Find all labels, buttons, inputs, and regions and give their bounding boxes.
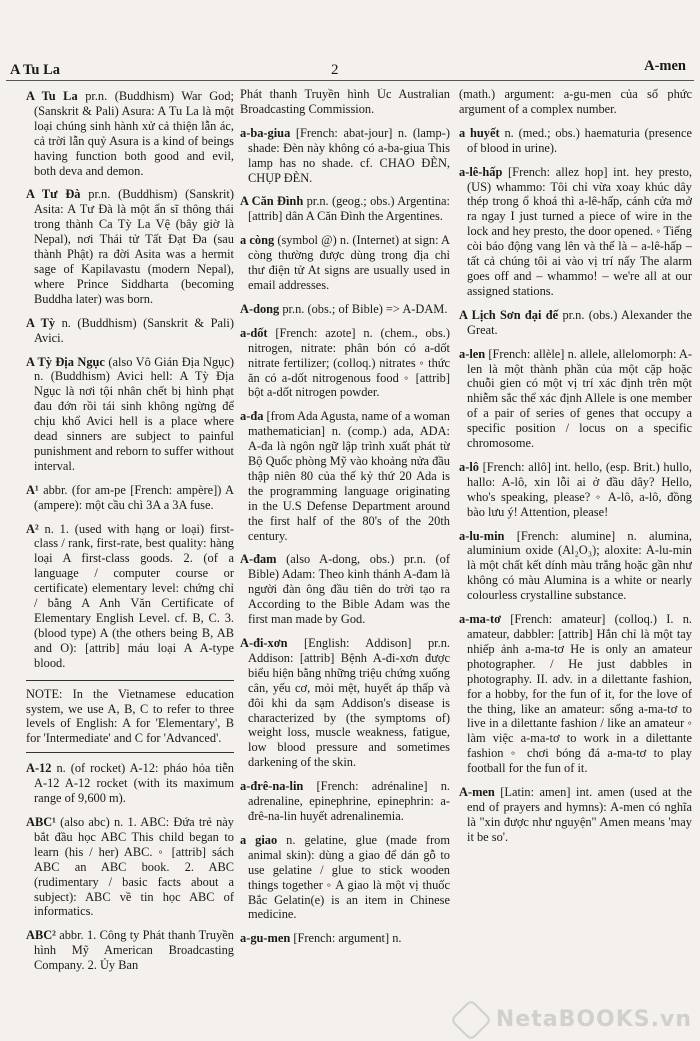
- note-rule-bottom: [26, 752, 234, 753]
- definition: (symbol @) n. (Internet) at sign: A còng thường được dùng trong địa chỉ thư điện tử At signs are usually used in email addresses.: [248, 233, 450, 292]
- headword: A¹: [26, 482, 39, 497]
- definition: [French: azote] n. (chem., obs.) nitrogen, nitrate: phân bón có a-dốt nitrate fertilizer; (colloq.) nitrates ◦ thức ăn có a-dốt nitrogenous food ◦ [attrib] bột a-dốt nitrogen powder.: [248, 325, 450, 400]
- headword: a huyết: [459, 125, 500, 140]
- column-2: [240, 88, 450, 1041]
- headword: a-dốt: [240, 325, 268, 340]
- entry-continuation: Phát thanh Truyền hình Úc Australian Broadcasting Commission.: [240, 88, 450, 116]
- headword: A Tỳ Địa Ngục: [26, 354, 105, 369]
- definition: abbr. (for am-pe [French: ampère]) A (ampere): một cầu chì 3A a 3A fuse.: [34, 482, 234, 512]
- dictionary-entry: [459, 460, 692, 520]
- headword: A-đam: [240, 552, 277, 567]
- headword: a-đa: [240, 409, 264, 424]
- definition: n. (med.; obs.) haematuria (presence of blood in urine).: [467, 125, 692, 155]
- dictionary-entry: [26, 815, 234, 919]
- headword: a giao: [240, 832, 278, 847]
- definition: [French: argument] n.: [290, 931, 402, 946]
- headword: a-ma-tơ: [459, 612, 501, 627]
- definition: (also Vô Gián Địa Ngục) n. (Buddhism) Avici hell: A Tỳ Địa Ngục là nơi tội nhân chết bị hình phạt đau đớn rồi tái sinh không ngừng để chịu khổ Avici hell is a place where dead sinners are subject to painful punishment and reborn to suffer without interval.: [34, 354, 234, 473]
- dictionary-entry: [459, 785, 692, 845]
- dictionary-entry: [459, 529, 692, 604]
- definition: [French: allèle] n. allele, allelomorph: A-len là một thành phần của một cặp hoặc chuỗi gien có một vị trí xác định trên một nhiễm sắc thể xác định Allele is one member of a pair of series of genes that occupy a specific position / locus on a specific chromosome.: [467, 346, 692, 451]
- headword: A-đi-xơn: [240, 636, 288, 650]
- dictionary-entry: [240, 779, 450, 824]
- dictionary-entry: [26, 355, 234, 474]
- definition: [French: allô] int. hello, (esp. Brit.) hullo, hallo: A-lô, xin lỗi ai ở đầu dây? Hello, who's speaking, please? ◦ A-lô, a-lô, đồng bào lưu ý! Attention, please!: [467, 459, 692, 519]
- dictionary-entry: [240, 931, 450, 946]
- dictionary-entry: [459, 347, 692, 451]
- dictionary-entry: [459, 308, 692, 338]
- definition: [French: alumine] n. alumina, aluminium oxide (Al₂O₃); aloxite: A-lu-min là một chất kết dính màu trắng hoặc gần như không có màu Alumina is a white or nearly colourless crystalline substance.: [467, 528, 692, 603]
- dictionary-entry: [240, 126, 450, 186]
- dictionary-entry: [26, 928, 234, 973]
- dictionary-entry: [240, 302, 450, 317]
- definition: n. gelatine, glue (made from animal skin): dùng a giao để dán gỗ to use gelatine / glue to stick wooden things together ◦ A giao là một vị thuốc Bắc Gelatin(e) is an item in Chinese medicine.: [248, 832, 450, 922]
- headword: a-len: [459, 346, 486, 361]
- watermark: NetaBOOKS.vn: [456, 1005, 692, 1035]
- note-rule-top: [26, 680, 234, 681]
- definition: pr.n. (obs.; of Bible) => A-DAM.: [279, 301, 448, 316]
- headword: a-gu-men: [240, 931, 291, 946]
- dictionary-entry: [26, 522, 234, 671]
- headword: A Căn Đình: [240, 194, 304, 209]
- dictionary-entry: [26, 761, 234, 806]
- headword: A Lịch Sơn đại đế: [459, 307, 559, 322]
- dictionary-entry: [26, 316, 234, 346]
- dictionary-entry: [240, 409, 450, 543]
- definition: pr.n. (obs.) Alexander the Great.: [467, 307, 692, 337]
- dictionary-entry: [240, 326, 450, 401]
- dictionary-entry: [240, 552, 450, 627]
- dictionary-entry: [459, 126, 692, 156]
- headword: a-lu-min: [459, 528, 505, 543]
- dictionary-entry: [240, 194, 450, 224]
- headword: a còng: [240, 233, 275, 248]
- dictionary-entry: [459, 612, 692, 776]
- header-rule: [6, 80, 694, 81]
- definition: pr.n. (geog.; obs.) Argentina: [attrib] dân A Căn Đình the Argentines.: [248, 194, 450, 224]
- definition: (also A-dong, obs.) pr.n. (of Bible) Adam: Theo kinh thánh A-đam là người đàn ông đầu tiên do trời tạo ra According to the Bible Adam was the first man made by God.: [248, 552, 450, 627]
- definition: [French: abat-jour] n. (lamp-) shade: Đèn này không có a-ba-giua This lamp has no shade. cf. CHAO ĐÈN, CHỤP ĐÈN.: [248, 125, 450, 185]
- running-head-right: A-men: [644, 58, 686, 74]
- definition: [French: adrénaline] n. adrenaline, epinephrine, epinephrin: a-đrê-na-lin huyết adrenalinemia.: [248, 779, 450, 823]
- page-number: 2: [331, 62, 339, 78]
- headword: A Tu La: [26, 89, 78, 103]
- column-3: [459, 88, 692, 1041]
- headword: A-men: [459, 785, 495, 800]
- definition: n. (Buddhism) (Sanskrit & Pali) Avici.: [34, 315, 234, 345]
- dictionary-entry: [26, 187, 234, 306]
- headword: A Tỳ: [26, 315, 56, 330]
- headword: a-đrê-na-lin: [240, 779, 304, 794]
- headword: ABC¹: [26, 814, 56, 829]
- headword: A-dong: [240, 301, 280, 316]
- dictionary-entry: [240, 833, 450, 922]
- dictionary-entry: [26, 483, 234, 513]
- dictionary-entry: [26, 89, 234, 178]
- headword: A²: [26, 521, 39, 536]
- headword: a-lô: [459, 459, 479, 474]
- definition: abbr. 1. Công ty Phát thanh Truyền hình Mỹ American Broadcasting Company. 2. Ủy Ban: [34, 928, 234, 973]
- definition: [French: allez hop] int. hey presto, (US) whammo: Tôi chỉ vừa xoay khúc dây thép trong ổ khoá thì a-lê-hấp, cánh cửa mở ra ngay I just turned a piece of wire in the lock and hey presto, the door opened. ◦ Tiếng còi báo động vang lên và thế là – a-lê-hấp – tất cả chúng tôi ai vào vị trí nấy The alarm goes off and – whammo! – we're all at our assigned stations.: [467, 164, 692, 298]
- logo-icon: [450, 999, 492, 1041]
- headword: A-12: [26, 761, 52, 776]
- definition: n. 1. (used with hạng or loại) first-class / rank, first-rate, best quality: hàng loại A first-class goods. 2. (of a language / computer course or certificate) elementary level: chứng chỉ / bằng A Anh Văn Certificate of Elementary English Level. cf. B, C. 3. (blood type) A (the others being B, AB and O): [attrib] máu loại A A-type blood.: [34, 521, 234, 670]
- definition: (also abc) n. 1. ABC: Đứa trẻ này bắt đầu học ABC This child began to learn (his / her) ABC. ◦ [attrib] sách ABC an ABC book. 2. ABC (rudimentary / basic facts about a subject): ABC về tin học ABC of informatics.: [34, 814, 234, 919]
- dictionary-entry: [240, 233, 450, 293]
- headword: ABC²: [26, 928, 56, 943]
- entry-continuation: (math.) argument: a-gu-men của số phức argument of a complex number.: [459, 88, 692, 116]
- dictionary-entry: [459, 165, 692, 299]
- headword: a-ba-giua: [240, 125, 291, 140]
- note-box: NOTE: In the Vietnamese education system, we use A, B, C to refer to three levels of English: A for 'Elementary', B for 'Intermediate' and C for 'Advanced'.: [26, 686, 234, 746]
- definition: n. (of rocket) A-12: pháo hỏa tiễn A-12 A-12 rocket (with its maximum range of 9,600 m).: [34, 761, 234, 806]
- headword: a-lê-hấp: [459, 164, 503, 179]
- running-head-left: A Tu La: [10, 62, 60, 78]
- dictionary-entry: [240, 636, 450, 770]
- definition: pr.n. (Buddhism) War God; (Sanskrit & Pali) Asura: A Tu La là một loại chúng sinh hành xử cả thiện lẫn ác, cả trời lẫn quỷ Asura is a kind of beings having function both good and evil, both deva and demon.: [34, 89, 234, 178]
- headword: A Tư Đà: [26, 187, 81, 202]
- definition: [French: amateur] (colloq.) I. n. amateur, dabbler: [attrib] Hắn chỉ là một tay nhiếp ảnh a-ma-tơ He is only an amateur photographer. / He just dabbles in photography. II. adv. in a dilettante fashion, for a hobby, for the fun of it, for the love of the thing, like an amateur: sống a-ma-tơ to live in a dilettante fashion / like an amateur ◦ làm việc a-ma-tơ to work in a dilettante fashion ◦ chơi bóng đá a-ma-tơ to play football for the fun of it.: [467, 612, 692, 776]
- column-1: [26, 89, 234, 1041]
- definition: [English: Addison] pr.n. Addison: [attrib] Bệnh A-đi-xơn được biểu hiện bằng những triệu chứng xuống cân, yếu cơ, mỏi mệt, huyết áp thấp và đôi khi da sạm Addison's disease is characterized by (the symptoms of) weight loss, muscle weakness, fatigue, low blood pressure and sometimes darkening of the skin.: [248, 636, 450, 770]
- definition: [Latin: amen] int. amen (used at the end of prayers and hymns): A-men có nghĩa là "xin được như nguyện" Amen means 'may it be so'.: [467, 785, 692, 844]
- definition: [from Ada Agusta, name of a woman mathematician] n. (comp.) ada, ADA: A-đa là ngôn ngữ lập trình xuất phát từ Bộ Quốc phòng Mỹ vào khoảng nửa đầu thập niên 80 của thế kỷ thứ 20 Ada is the programming language originating in the U.S Defense Department around the first half of the 80's of the 20th century.: [248, 409, 450, 543]
- definition: pr.n. (Buddhism) (Sanskrit) Asita: A Tư Đà là một ẩn sĩ thông thái trong thành Ca Tỳ La Vệ (bây giờ là Nepal), nơi Thái tử Tất Đạt Đa (sau thành Phật) ra đời Asita was a hermit sage of Kapilavastu (modern Nepal), where Prince Siddharta (becoming Buddha later) was born.: [34, 187, 234, 306]
